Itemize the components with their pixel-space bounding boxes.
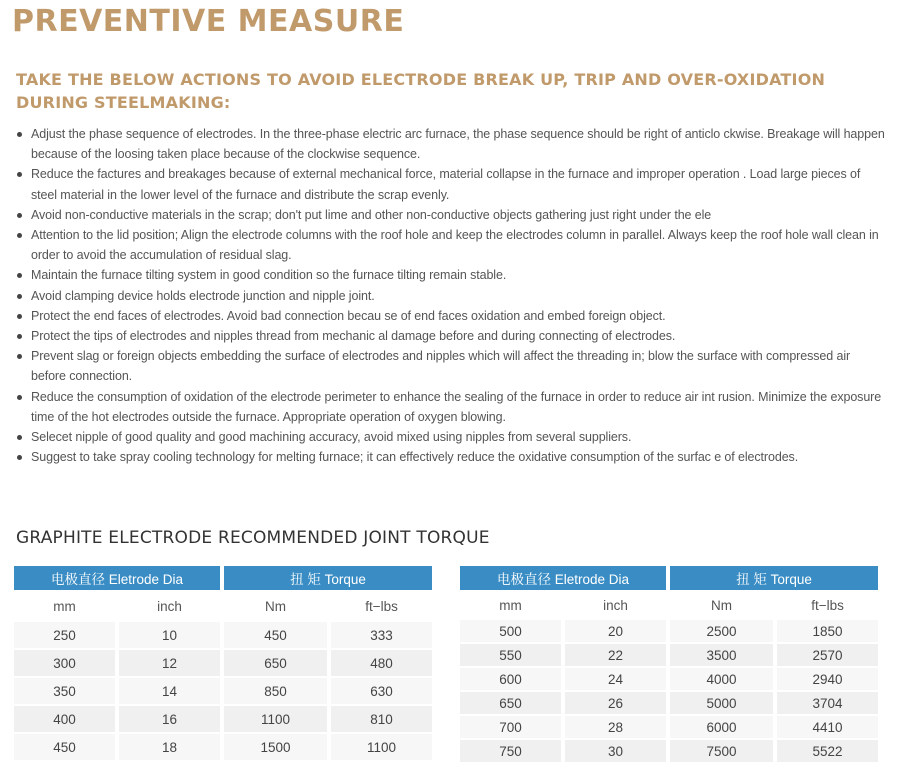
torque-header: 扭 矩 Torque <box>670 566 878 590</box>
list-item <box>16 346 888 386</box>
list-item <box>16 387 888 427</box>
unit-mm: mm <box>499 597 522 613</box>
list-item-text: Adjust the phase sequence of electrodes. In the three-phase electric arc furnace, the phase sequence should be right of anticlo ckwise. Breakage will happen because of the loosing taken place because of the clockwise sequence. <box>31 127 885 162</box>
table-cell: 750 <box>460 740 561 762</box>
table-cell: 6000 <box>670 716 773 738</box>
table-cell: 450 <box>224 622 327 648</box>
table-cell: 600 <box>460 668 561 690</box>
list-item-text: Protect the tips of electrodes and nipples thread from mechanic al damage before and during connecting of electrodes. <box>31 329 676 344</box>
table-cell: 650 <box>460 692 561 714</box>
list-item-text: Reduce the factures and breakages because of external mechanical force, material collapse in the furnace and improper operation . Load large pieces of steel material in the lower level of the furnace and distribute the scrap evenly. <box>31 167 861 202</box>
list-item <box>16 265 888 285</box>
bullet-icon <box>17 294 22 299</box>
electrode-dia-header: 电极直径 Eletrode Dia <box>460 566 666 590</box>
list-item-text: Prevent slag or foreign objects embedding the surface of electrodes and nipples which will affect the threading in; blow the surface with compressed air before connection. <box>31 349 851 384</box>
preventive-measures-list <box>16 124 888 467</box>
unit-inch: inch <box>157 598 182 614</box>
table-cell: 24 <box>565 668 666 690</box>
table-cell: 22 <box>565 644 666 666</box>
bullet-icon <box>17 455 22 460</box>
electrode-dia-header: 电极直径 Eletrode Dia <box>14 566 220 590</box>
bullet-icon <box>17 334 22 339</box>
table-cell: 500 <box>460 620 561 642</box>
table-cell: 28 <box>565 716 666 738</box>
table-row <box>14 650 432 676</box>
list-item <box>16 124 888 164</box>
table-cell: 1100 <box>224 706 327 732</box>
list-item-text: Attention to the lid position; Align the electrode columns with the roof hole and keep the electrodes column in parallel. Always keep the roof hole wall clean in order to avoid the accumulation of residual slag. <box>31 228 879 263</box>
table-cell: 400 <box>14 706 115 732</box>
list-item <box>16 286 888 306</box>
table-row <box>460 668 878 690</box>
table-cell: 250 <box>14 622 115 648</box>
list-item-text: Protect the end faces of electrodes. Avoid bad connection becau se of end faces oxidation and embed foreign object. <box>31 308 666 323</box>
unit-mm: mm <box>53 598 76 614</box>
table-cell: 630 <box>331 678 432 704</box>
list-item-text: Reduce the consumption of oxidation of the electrode perimeter to enhance the sealing of the furnace in order to reduce air int rusion. Minimize the exposure time of the hot electrodes outside the furnace. Appropriate operation of oxygen blowing. <box>31 389 882 424</box>
list-item <box>16 427 888 447</box>
table-cell: 18 <box>119 734 220 760</box>
torque-table-small <box>10 564 436 762</box>
table-cell: 350 <box>14 678 115 704</box>
table-cell: 850 <box>224 678 327 704</box>
torque-header: 扭 矩 Torque <box>224 566 432 590</box>
list-item-text: Suggest to take spray cooling technology for melting furnace; it can effectively reduce the oxidative consumption of the surfac e of electrodes. <box>31 450 799 465</box>
unit-ftlbs: ft−lbs <box>365 598 398 614</box>
table-cell: 7500 <box>670 740 773 762</box>
bullet-icon <box>17 395 22 400</box>
table-cell: 1100 <box>331 734 432 760</box>
unit-ftlbs: ft−lbs <box>811 597 844 613</box>
list-item <box>16 205 888 225</box>
list-item <box>16 164 888 204</box>
table-row <box>14 622 432 648</box>
bullet-icon <box>17 172 22 177</box>
table-cell: 5522 <box>777 740 878 762</box>
table-cell: 26 <box>565 692 666 714</box>
table-cell: 10 <box>119 622 220 648</box>
table-cell: 5000 <box>670 692 773 714</box>
table-cell: 810 <box>331 706 432 732</box>
list-item-text: Selecet nipple of good quality and good machining accuracy, avoid mixed using nipples from several suppliers. <box>31 430 632 445</box>
table-cell: 4000 <box>670 668 773 690</box>
table-cell: 3704 <box>777 692 878 714</box>
table-cell: 650 <box>224 650 327 676</box>
table-row <box>460 740 878 762</box>
table-cell: 450 <box>14 734 115 760</box>
list-item-text: Avoid clamping device holds electrode junction and nipple joint. <box>31 288 375 303</box>
table-cell: 2940 <box>777 668 878 690</box>
table-row <box>460 716 878 738</box>
section-subtitle: TAKE THE BELOW ACTIONS TO AVOID ELECTRODE BREAK UP, TRIP AND OVER-OXIDATION DURING STEELMAKING: <box>16 70 826 112</box>
unit-inch: inch <box>603 597 628 613</box>
table-cell: 700 <box>460 716 561 738</box>
table-row <box>460 620 878 642</box>
bullet-icon <box>17 233 22 238</box>
list-item <box>16 326 888 346</box>
table-cell: 12 <box>119 650 220 676</box>
table-row <box>460 692 878 714</box>
list-item-text: Maintain the furnace tilting system in good condition so the furnace tilting remain stable. <box>31 268 507 283</box>
table-cell: 300 <box>14 650 115 676</box>
list-item-text: Avoid non-conductive materials in the scrap; don't put lime and other non-conductive objects gathering just right under the ele <box>31 207 712 222</box>
table-cell: 1850 <box>777 620 878 642</box>
table-cell: 30 <box>565 740 666 762</box>
unit-nm: Nm <box>265 598 287 614</box>
table-cell: 14 <box>119 678 220 704</box>
unit-nm: Nm <box>711 597 733 613</box>
bullet-icon <box>17 435 22 440</box>
bullet-icon <box>17 132 22 137</box>
list-item <box>16 447 888 467</box>
table-row <box>14 706 432 732</box>
bullet-icon <box>17 213 22 218</box>
torque-section-title: GRAPHITE ELECTRODE RECOMMENDED JOINT TORQUE <box>16 528 490 548</box>
table-cell: 550 <box>460 644 561 666</box>
table-row <box>460 644 878 666</box>
table-row <box>14 734 432 760</box>
bullet-icon <box>17 314 22 319</box>
bullet-icon <box>17 273 22 278</box>
bullet-icon <box>17 354 22 359</box>
table-cell: 2570 <box>777 644 878 666</box>
table-cell: 333 <box>331 622 432 648</box>
table-cell: 1500 <box>224 734 327 760</box>
table-cell: 2500 <box>670 620 773 642</box>
table-row <box>14 678 432 704</box>
torque-table-large <box>456 564 882 764</box>
list-item <box>16 306 888 326</box>
list-item <box>16 225 888 265</box>
table-cell: 20 <box>565 620 666 642</box>
table-cell: 4410 <box>777 716 878 738</box>
table-cell: 16 <box>119 706 220 732</box>
table-cell: 480 <box>331 650 432 676</box>
table-cell: 3500 <box>670 644 773 666</box>
page-title: PREVENTIVE MEASURE <box>12 4 405 39</box>
